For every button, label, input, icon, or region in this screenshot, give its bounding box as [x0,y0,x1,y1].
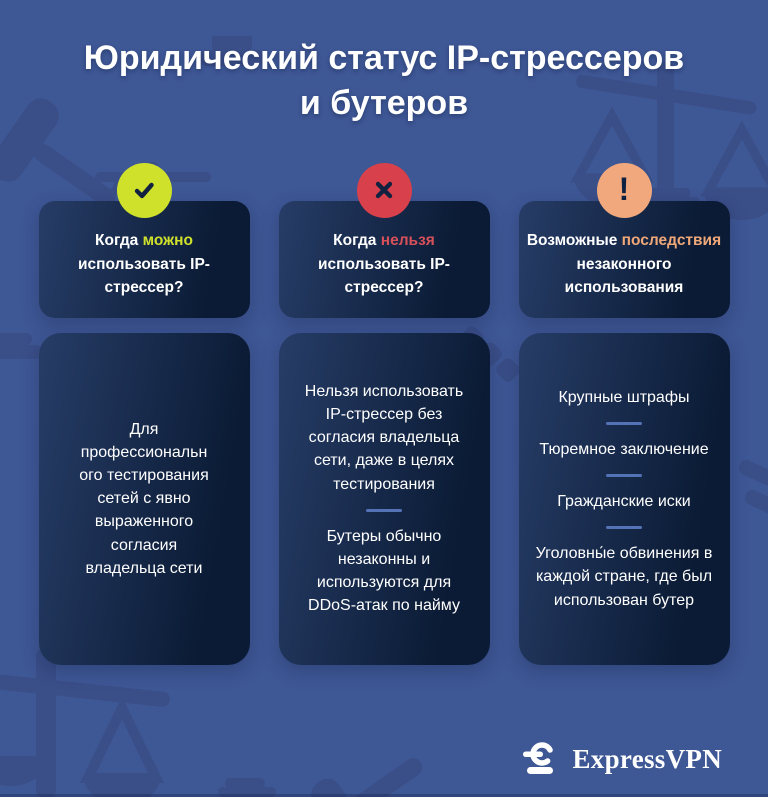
heading-text: Возможные [526,232,622,250]
header-card-forbidden [279,201,490,318]
list-item: Для профессионального тестирования сетей с явно выраженного согласия владельца сети [79,420,209,577]
exclamation-badge [597,163,652,218]
list-item: Бутеры обычно незаконны и используются для DDoS-атак по найму [308,527,460,615]
brand-name: ExpressVPN [572,743,722,774]
body-card-consequences [519,333,730,665]
column-forbidden [279,163,490,665]
heading-text: Когда [95,232,143,250]
divider [366,509,402,512]
exclamation-icon: ! [618,171,630,208]
list-item: Тюремное заключение [539,440,709,458]
heading-text: использовать IP-стрессер? [318,255,450,296]
heading-text: использовать IP-стрессер? [78,255,210,296]
brand-footer [520,739,722,779]
divider [606,526,642,529]
check-icon [129,175,159,205]
x-icon [371,177,397,203]
column-heading [527,229,722,299]
check-badge [117,163,172,218]
expressvpn-logo-icon [520,739,560,779]
list-item: Уголовны́е обвинения в каждой стране, где был использован бутер [535,545,713,609]
heading-text: Когда [333,232,381,250]
list-item: Крупные штрафы [558,388,690,406]
list-item: Нельзя использовать IP-стрессер без согласия владельца сети, даже в целях тестирования [304,382,464,493]
heading-highlight: последствия [621,232,722,250]
page-title: Юридический статус IP-стрессеров и бутеров [83,39,685,122]
header-card-consequences [519,201,730,318]
column-heading [287,229,482,299]
list-item: Гражданские иски [557,493,691,511]
columns-row [0,163,768,665]
heading-text: незаконного использования [564,255,684,296]
scales-icon [0,648,170,797]
x-badge [357,163,412,218]
heading-highlight: можно [142,232,193,250]
body-card-forbidden [279,333,490,665]
gavel-icon [306,728,444,797]
heading-highlight: нельзя [380,232,435,250]
column-heading [47,229,242,299]
divider [606,422,642,425]
column-consequences [519,163,730,665]
body-card-allowed [39,333,250,665]
column-allowed [39,163,250,665]
divider [606,474,642,477]
infographic [0,36,768,665]
header-card-allowed [39,201,250,318]
